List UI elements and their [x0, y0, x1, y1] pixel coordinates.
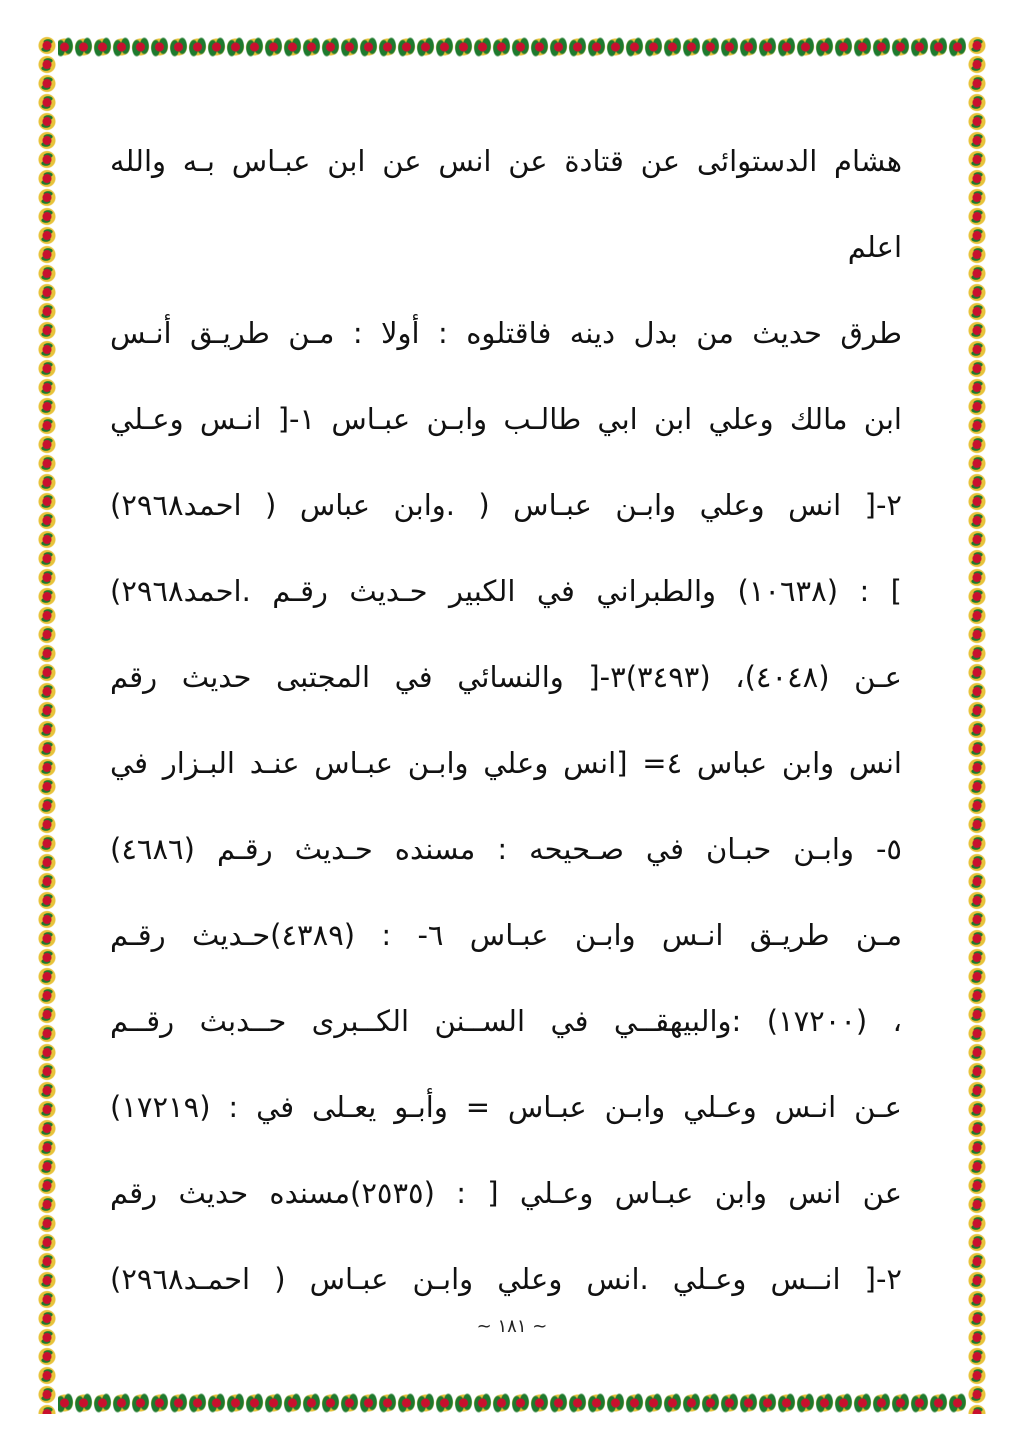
page-body [110, 118, 902, 1322]
text-line-11: ، (١٧٢٠٠) :والبيهقــي في الســنن الكــبرى حــدبث رقــم [110, 1004, 902, 1038]
page-number: ~ ١٨١ ~ [476, 1316, 548, 1337]
text-line-9: ٥- وابـن حبـان في صـحيحه : مسنده حـديث رقـم (٤٦٨٦) [110, 832, 902, 866]
text-line-8: انس وابن عباس ٤= [انس وعلي وابـن عبـاس عنـد البـزار في [110, 746, 902, 780]
border-right [966, 36, 988, 1414]
border-bottom [36, 1392, 988, 1414]
text-line-12: عـن انـس وعـلي وابـن عبـاس = وأبـو يعـلى في : (١٧٢١٩) [110, 1090, 902, 1124]
text-line-5: ٢-[ انس وعلي وابـن عبـاس ( .وابن عباس ( احمد٢٩٦٨) [110, 488, 902, 522]
text-line-6: ] : (١٠٦٣٨) والطبراني في الكبير حـديث رقـم .احمد٢٩٦٨) [110, 574, 902, 608]
text-line-13: عن انس وابن عبـاس وعـلي [ : (٢٥٣٥)مسنده حديث رقم [110, 1176, 902, 1210]
text-line-3: طرق حديث من بدل دينه فاقتلوه : أولا : مـن طريـق أنـس [110, 316, 902, 350]
text-line-10: مـن طريـق انـس وابـن عبـاس ٦- : (٤٣٨٩)حـديث رقـم [110, 918, 902, 952]
text-line-2: اعلم [847, 230, 902, 264]
text-line-7: عـن (٤٠٤٨)، (٣٤٩٣)٣-[ والنسائي في المجتبى حديث رقم [110, 660, 902, 694]
text-line-4: ابن مالك وعلي ابن ابي طالـب وابـن عبـاس ١-[ انـس وعـلي [110, 402, 902, 436]
border-top [36, 36, 988, 58]
text-line-1: هشام الدستوائى عن قتادة عن انس عن ابن عبـاس بـه والله [110, 144, 902, 178]
border-left [36, 36, 58, 1414]
text-line-14: ٢-[ انــس وعـلي .انس وعلي وابـن عبـاس ( احمـد٢٩٦٨) [110, 1262, 902, 1296]
